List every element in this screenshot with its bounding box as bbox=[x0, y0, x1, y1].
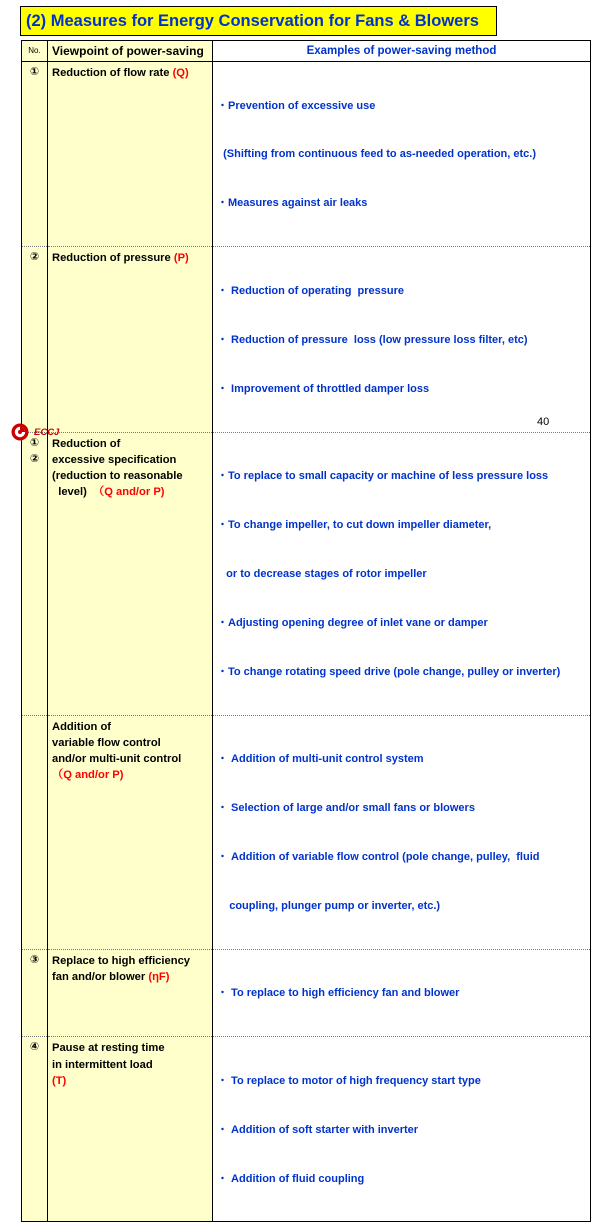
viewpoint-cell bbox=[48, 716, 212, 786]
example-line: ・ Reduction of pressure loss (low pressure loss filter, etc) bbox=[217, 333, 528, 346]
examples-cell bbox=[213, 247, 590, 431]
table-row bbox=[22, 1037, 591, 1222]
table-row bbox=[22, 62, 591, 247]
example-line: ・To replace to small capacity or machine of less pressure loss bbox=[217, 470, 549, 483]
example-line: ・ To replace to high efficiency fan and blower bbox=[217, 987, 460, 1000]
example-line: ・Prevention of excessive use bbox=[217, 99, 376, 112]
viewpoint-cell bbox=[48, 247, 212, 268]
viewpoint-text: Pause at resting time in intermittent load bbox=[52, 1042, 165, 1071]
page-number: 40 bbox=[537, 416, 550, 428]
measures-table bbox=[21, 40, 591, 1222]
row-number: ④ bbox=[29, 1041, 40, 1054]
example-line: ・ Improvement of throttled damper loss bbox=[217, 382, 430, 395]
example-line: ・To change impeller, to cut down impeller diameter, bbox=[217, 519, 492, 532]
viewpoint-cell bbox=[48, 433, 212, 503]
example-line: or to decrease stages of rotor impeller bbox=[217, 567, 427, 580]
viewpoint-text: Addition of variable flow control and/or multi-unit control bbox=[52, 720, 182, 766]
viewpoint-variable: (P) bbox=[173, 252, 189, 265]
viewpoint-cell bbox=[48, 950, 212, 988]
viewpoint-variable: （Q and/or P) bbox=[52, 769, 124, 782]
page-title: (2) Measures for Energy Conservation for Fans & Blowers bbox=[20, 6, 497, 36]
header-examples: Examples of power-saving method bbox=[306, 45, 497, 57]
viewpoint-text: Reduction of flow rate bbox=[52, 67, 173, 79]
table-header-row bbox=[22, 41, 591, 62]
row-number bbox=[22, 716, 47, 718]
viewpoint-text: Replace to high efficiency fan and/or blower bbox=[52, 954, 191, 984]
viewpoint-text: Reduction of excessive specification (reduction to reasonable level) bbox=[52, 437, 183, 499]
table-row bbox=[22, 715, 591, 949]
examples-cell bbox=[213, 716, 590, 949]
example-line: ・ Addition of variable flow control (pole change, pulley, fluid bbox=[217, 850, 540, 863]
example-line: ・ Addition of soft starter with inverter bbox=[217, 1123, 419, 1136]
example-line: ・Measures against air leaks bbox=[217, 197, 368, 210]
table-row bbox=[22, 432, 591, 715]
example-line: ・ Reduction of operating pressure bbox=[217, 284, 405, 297]
example-line: ・ Addition of fluid coupling bbox=[217, 1172, 365, 1185]
examples-cell bbox=[213, 62, 590, 246]
eccj-logo-text: ECCJ bbox=[34, 427, 60, 438]
header-no: No. bbox=[28, 46, 41, 55]
example-line: ・Adjusting opening degree of inlet vane or damper bbox=[217, 616, 488, 629]
example-line: coupling, plunger pump or inverter, etc.) bbox=[217, 899, 441, 912]
table-row bbox=[22, 247, 591, 432]
viewpoint-variable: (ηF) bbox=[148, 971, 170, 984]
viewpoint-variable: (T) bbox=[52, 1074, 67, 1087]
viewpoint-cell bbox=[48, 1037, 212, 1091]
examples-cell bbox=[213, 950, 590, 1036]
viewpoint-variable: （Q and/or P) bbox=[86, 486, 165, 499]
row-number: ① ② bbox=[29, 436, 40, 465]
viewpoint-variable: (Q) bbox=[172, 67, 189, 79]
examples-cell bbox=[213, 433, 590, 715]
example-line: ・ Selection of large and/or small fans or blowers bbox=[217, 802, 475, 815]
row-number: ① bbox=[29, 66, 40, 78]
example-line: ・ To replace to motor of high frequency start type bbox=[217, 1074, 481, 1087]
row-number: ② bbox=[29, 251, 40, 264]
viewpoint-text: Reduction of pressure bbox=[52, 252, 174, 265]
example-line: ・To change rotating speed drive (pole change, pulley or inverter) bbox=[217, 665, 561, 678]
table-row bbox=[22, 949, 591, 1036]
header-viewpoint: Viewpoint of power-saving bbox=[52, 44, 204, 58]
row-number: ③ bbox=[29, 953, 40, 966]
example-line: (Shifting from continuous feed to as-needed operation, etc.) bbox=[217, 148, 537, 161]
viewpoint-cell bbox=[48, 62, 212, 83]
examples-cell bbox=[213, 1037, 590, 1221]
example-line: ・ Addition of multi-unit control system bbox=[217, 753, 424, 766]
